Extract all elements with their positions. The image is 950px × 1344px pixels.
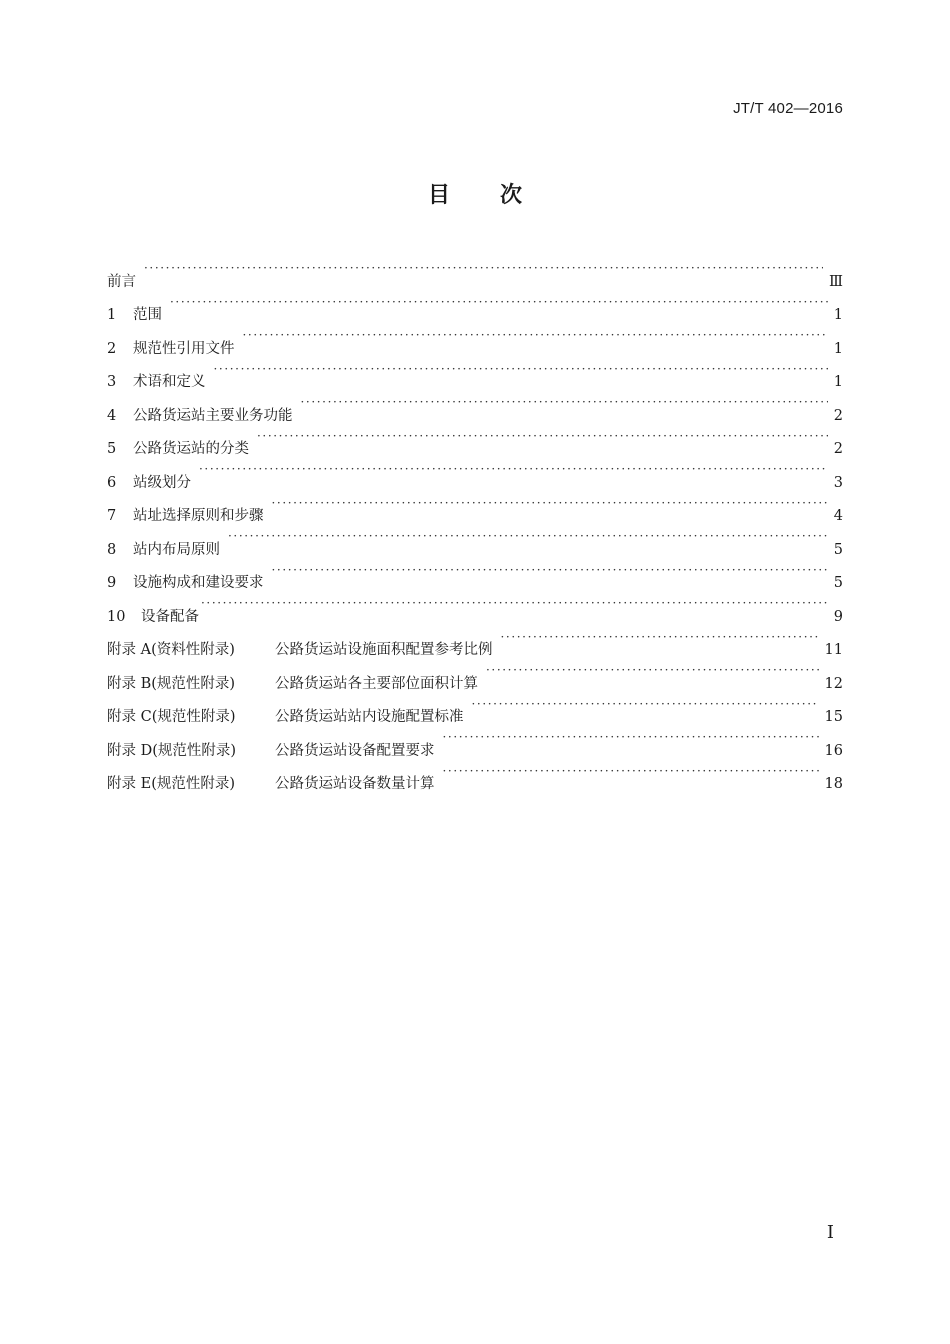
toc-appendix-a[interactable]: [107, 621, 843, 658]
toc-appendix-label: 附录 A(资料性附录): [107, 642, 235, 658]
toc-entry-7[interactable]: [107, 487, 843, 524]
toc-entry-label: 公路货运站的分类: [133, 441, 249, 457]
toc-dot-leader: [486, 654, 819, 688]
toc-entry-number: 1: [107, 307, 117, 323]
toc-entry-1[interactable]: [107, 286, 843, 323]
toc-entry-number: 8: [107, 541, 117, 558]
toc-appendix-title: 公路货运站设备配置要求: [275, 742, 435, 759]
toc-entry-page: Ⅲ: [829, 273, 843, 290]
toc-appendix-label: 附录 C(规范性附录): [107, 709, 236, 725]
toc-dot-leader: [170, 286, 828, 320]
toc-entry-label: 设备配备: [141, 608, 199, 625]
toc-entry-page: 5: [833, 541, 843, 558]
toc-entry-label: 范围: [133, 307, 162, 323]
toc-entry-number: 7: [107, 508, 117, 524]
toc-appendix-title: 公路货运站设备数量计算: [275, 776, 435, 792]
toc-dot-leader: [257, 420, 828, 454]
toc-entry-label: 站级划分: [133, 474, 191, 491]
toc-entry-page: 1: [833, 307, 843, 323]
toc-dot-leader: [199, 453, 828, 487]
standard-number: JT/T 402—2016: [733, 100, 843, 117]
toc-entry-page: 1: [833, 374, 843, 390]
toc-entry-label: 公路货运站主要业务功能: [133, 407, 293, 424]
toc-dot-leader: [201, 587, 828, 621]
toc-dot-leader: [228, 520, 828, 554]
toc-appendix-title: 公路货运站站内设施配置标准: [275, 709, 464, 725]
toc-entry-10[interactable]: [107, 587, 843, 625]
toc-entry-number: 6: [107, 474, 117, 491]
toc-entry-number: 9: [107, 575, 117, 591]
toc-appendix-label: 附录 D(规范性附录): [107, 742, 237, 759]
toc-entry-label: 站址选择原则和步骤: [133, 508, 264, 524]
toc-entry-foreword[interactable]: [107, 252, 843, 290]
toc-entry-label: 站内布局原则: [133, 541, 220, 558]
toc-entry-page: 16: [824, 742, 843, 759]
toc-dot-leader: [301, 386, 828, 420]
page-title: 目次: [427, 183, 572, 208]
toc-entry-4[interactable]: [107, 386, 843, 424]
toc-entry-page: 12: [824, 675, 843, 692]
toc-dot-leader: [243, 319, 828, 353]
toc-entry-label: 设施构成和建设要求: [133, 575, 264, 591]
toc-entry-page: 1: [833, 340, 843, 357]
toc-entry-page: 4: [833, 508, 843, 524]
toc-entry-number: 5: [107, 441, 117, 457]
toc-entry-number: 4: [107, 407, 117, 424]
table-of-contents: [107, 252, 843, 792]
toc-entry-number: 2: [107, 340, 117, 357]
page-number: Ⅰ: [826, 1222, 834, 1243]
toc-appendix-label: 附录 E(规范性附录): [107, 776, 236, 792]
toc-entry-page: 2: [833, 441, 843, 457]
toc-entry-3[interactable]: [107, 353, 843, 390]
toc-entry-page: 9: [833, 608, 843, 625]
toc-dot-leader: [472, 688, 819, 722]
toc-appendix-label: 附录 B(规范性附录): [107, 675, 236, 692]
toc-entry-label: 术语和定义: [133, 374, 206, 390]
toc-appendix-title: 公路货运站设施面积配置参考比例: [275, 642, 493, 658]
toc-entry-2[interactable]: [107, 319, 843, 357]
toc-dot-leader: [443, 721, 819, 755]
toc-dot-leader: [144, 252, 823, 286]
toc-entry-page: 3: [833, 474, 843, 491]
toc-dot-leader: [501, 621, 819, 655]
toc-entry-page: 11: [824, 642, 843, 658]
toc-dot-leader: [272, 554, 828, 588]
toc-entry-number: 10: [107, 608, 126, 625]
toc-entry-page: 5: [833, 575, 843, 591]
toc-entry-label: 前言: [107, 273, 136, 290]
toc-dot-leader: [443, 755, 819, 789]
toc-entry-page: 2: [833, 407, 843, 424]
toc-dot-leader: [272, 487, 828, 521]
toc-entry-label: 规范性引用文件: [133, 340, 235, 357]
toc-entry-number: 3: [107, 374, 117, 390]
toc-entry-6[interactable]: [107, 453, 843, 491]
toc-appendix-title: 公路货运站各主要部位面积计算: [275, 675, 478, 692]
toc-entry-page: 18: [824, 776, 843, 792]
toc-dot-leader: [214, 353, 828, 387]
toc-entry-page: 15: [824, 709, 843, 725]
